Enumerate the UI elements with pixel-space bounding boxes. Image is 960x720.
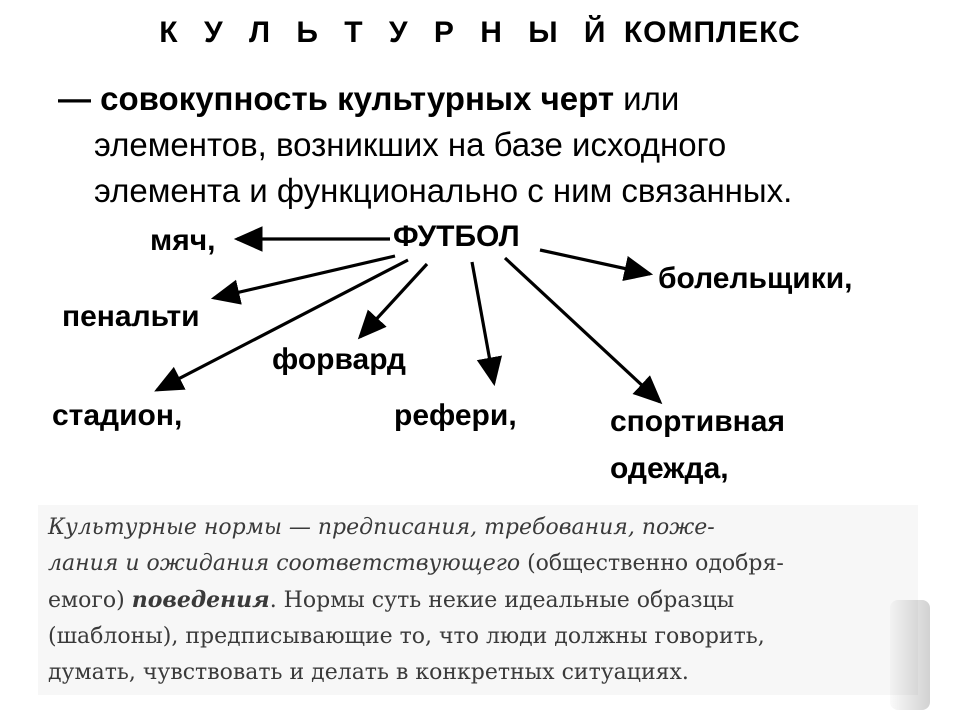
quote-line-2-rest: (общественно одобря- <box>520 551 784 576</box>
quote-line-3-rest: . Нормы суть некие идеальные образцы <box>269 588 735 613</box>
arrow-to-fans <box>540 250 650 274</box>
node-sportswear-line-2: одежда, <box>610 452 729 485</box>
quote-line-4: (шаблоны), предписывающие то, что люди должны говорить, <box>48 624 765 649</box>
node-forward: форвард <box>272 343 406 376</box>
title-spaced-word: К У Л Ь Т У Р Н Ы Й <box>159 16 615 49</box>
quote-line-2-em: лания и ожидания соответствующего <box>48 551 521 576</box>
node-fans: болельщики, <box>658 262 853 295</box>
quote-line-2 <box>48 546 918 582</box>
quote-line-5: думать, чувствовать и делать в конкретных ситуациях. <box>48 660 689 685</box>
quote-line-3-start: емого) <box>48 588 132 613</box>
quote-line-3-emphasis: поведения <box>131 587 270 613</box>
quote-line-1: Культурные нормы — предписания, требования, поже- <box>48 515 715 540</box>
arrow-to-referee <box>472 262 494 383</box>
definition-line-2: элементов, возникших на базе исходного <box>94 126 727 163</box>
quote-line-3 <box>48 582 918 619</box>
node-ball: мяч, <box>150 224 216 257</box>
node-stadium: стадион, <box>52 399 183 432</box>
node-football: ФУТБОЛ <box>393 220 520 253</box>
quote-text <box>48 510 918 691</box>
definition-term: совокупность культурных черт <box>100 80 614 117</box>
node-sportswear-line-1: спортивная <box>610 405 785 438</box>
definition-line-1-rest: или <box>614 80 680 117</box>
node-referee: рефери, <box>394 399 517 432</box>
arrow-to-penalty <box>214 256 395 298</box>
arrow-to-forward <box>360 264 427 337</box>
definition-line-3: элемента и функционально с ним связанных. <box>94 172 793 209</box>
arrow-to-sportswear <box>505 258 660 402</box>
definition-dash: — <box>58 80 91 117</box>
node-penalty: пенальти <box>62 300 200 333</box>
title-word: КОМПЛЕКС <box>623 16 801 49</box>
